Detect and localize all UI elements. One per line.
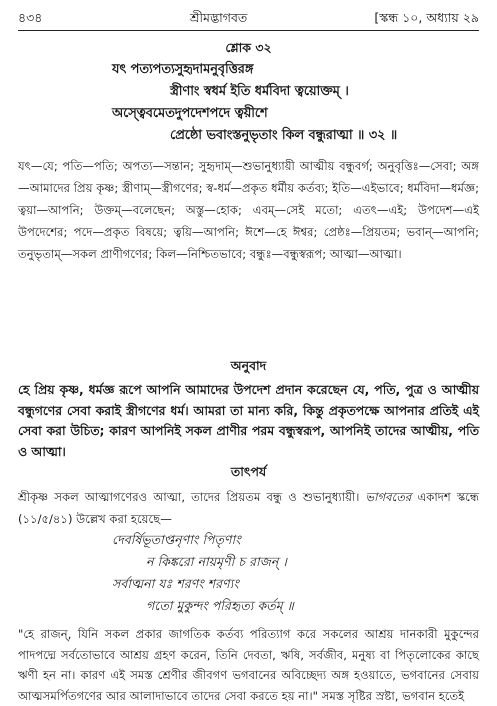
translation-heading: অনুবাদ: [230, 358, 267, 373]
quote-verse-line-4: গতো মুকুন্দং পরিহৃত্য কর্তম্ ॥: [146, 598, 294, 613]
purport-intro: [18, 486, 479, 530]
page-number: ৪৩৪: [18, 10, 43, 25]
purport-intro-source: ভাগবতের: [365, 490, 412, 504]
verse-line-2: স্ত্রীণাং স্বধর্ম ইতি ধর্মবিদা ত্বয়োক্তম্ ।: [170, 84, 349, 99]
page-header: [18, 8, 479, 28]
chapter-reference: [স্কন্ধ ১০, অধ্যায় ২৯: [374, 10, 479, 25]
quote-verse-line-3: সর্বাত্মনা যঃ শরণং শরণ্যং: [112, 576, 239, 591]
purport-intro-part-1: শ্রীকৃষ্ণ সকল আত্মাগণেরও আত্মা, তাদের প্রিয়তম বন্ধু ও শুভানুধ্যায়ী।: [18, 490, 360, 504]
quote-verse-line-2: ন কিঙ্করো নায়মৃণী চ রাজন্ ।: [146, 554, 287, 569]
purport-intro-part-2: একাদশ স্কন্ধে (১১/৫/৪১) উল্লেখ করা হয়েছে—: [18, 490, 480, 526]
verse-title: শ্লোক ৩২: [225, 40, 272, 55]
quote-translation: "হে রাজন্, যিনি সকল প্রকার জাগতিক কর্তব্য পরিত্যাগ করে সকলের আশ্রয় দানকারী মুকুন্দের পাদপদ্মে সর্বতোভাবে আশ্রয় গ্রহণ করেন, তিনি দেবতা, ঋষি, সর্বজীব, মনুষ্য বা পিতৃলোকের কাছে ঋণী হন না। কারণ এই সমস্ত শ্রেণীর জীবগণ ভগবানের অবিচ্ছেদ্য অঙ্গ হওয়াতে, ভগবানের সেবায় আত্মসমর্পিতগণের আর আলাদাভাবে তাদের সেবা করতে হয় না।" সমস্ত সৃষ্টির স্রষ্টা, ভগবান হতেই: [18, 627, 479, 703]
verse-line-3: অস্ত্বেবমেতদুপদেশপদে ত্বয়ীশে: [112, 106, 268, 121]
book-title: শ্রীমদ্ভাগবত: [190, 10, 248, 25]
quote-verse-line-1: দেবর্ষিভূতাপ্তনৃণাং পিতৃণাং: [112, 532, 241, 547]
header-rule: [18, 30, 479, 31]
translation-text: হে প্রিয় কৃষ্ণ, ধর্মজ্ঞ রূপে আপনি আমাদের উপদেশ প্রদান করেছেন যে, পতি, পুত্র ও আত্মীয় বন্ধুগণের সেবা করাই স্ত্রীগণের ধর্ম। আমরা তা মান্য করি, কিন্তু প্রকৃতপক্ষে আপনার প্রতিই এই সেবা করা উচিত; কারণ আপনিই সকল প্রাণীর পরম বন্ধুস্বরূপ, আপনিই তাদের আত্মীয়, পতি ও আত্মা।: [18, 382, 479, 459]
purport-heading: তাৎপর্য: [230, 464, 267, 479]
word-meanings: যৎ—যে; পতি—পতি; অপত্য—সন্তান; সুহৃদাম্—শুভানুধ্যায়ী আত্মীয় বন্ধুবর্গ; অনুবৃত্তিঃ—সেবা; অঙ্গ—আমাদের প্রিয় কৃষ্ণ; স্ত্রীণাম্—স্ত্রীগণের; স্ব-ধর্ম—প্রকৃত ধর্মীয় কর্তব্য; ইতি—এইভাবে; ধর্মবিদা—ধর্মজ্ঞ; ত্বয়া—আপনি; উক্তম্—বলেছেন; অস্তু—হোক; এবম্—সেই মতো; এতৎ—এই; উপদেশ—এই উপদেশের; পদে—প্রকৃত বিষয়ে; ত্বয়ি—আপনি; ঈশে—হে ঈশ্বর; প্রেষ্ঠঃ—প্রিয়তম; ভবান্—আপনি; তনুভৃতাম্—সকল প্রাণীগণের; কিল—নিশ্চিতভাবে; বন্ধুঃ—বন্ধুস্বরূপ; আত্মা—আত্মা।: [18, 159, 479, 261]
verse-line-4: প্রেষ্ঠো ভবাংস্তনুভৃতাং কিল বন্ধুরাত্মা ॥ ৩২ ॥: [170, 128, 398, 143]
verse-line-1: যৎ পত্যপত্যসুহৃদামনুবৃত্তিরঙ্গ: [112, 62, 254, 77]
